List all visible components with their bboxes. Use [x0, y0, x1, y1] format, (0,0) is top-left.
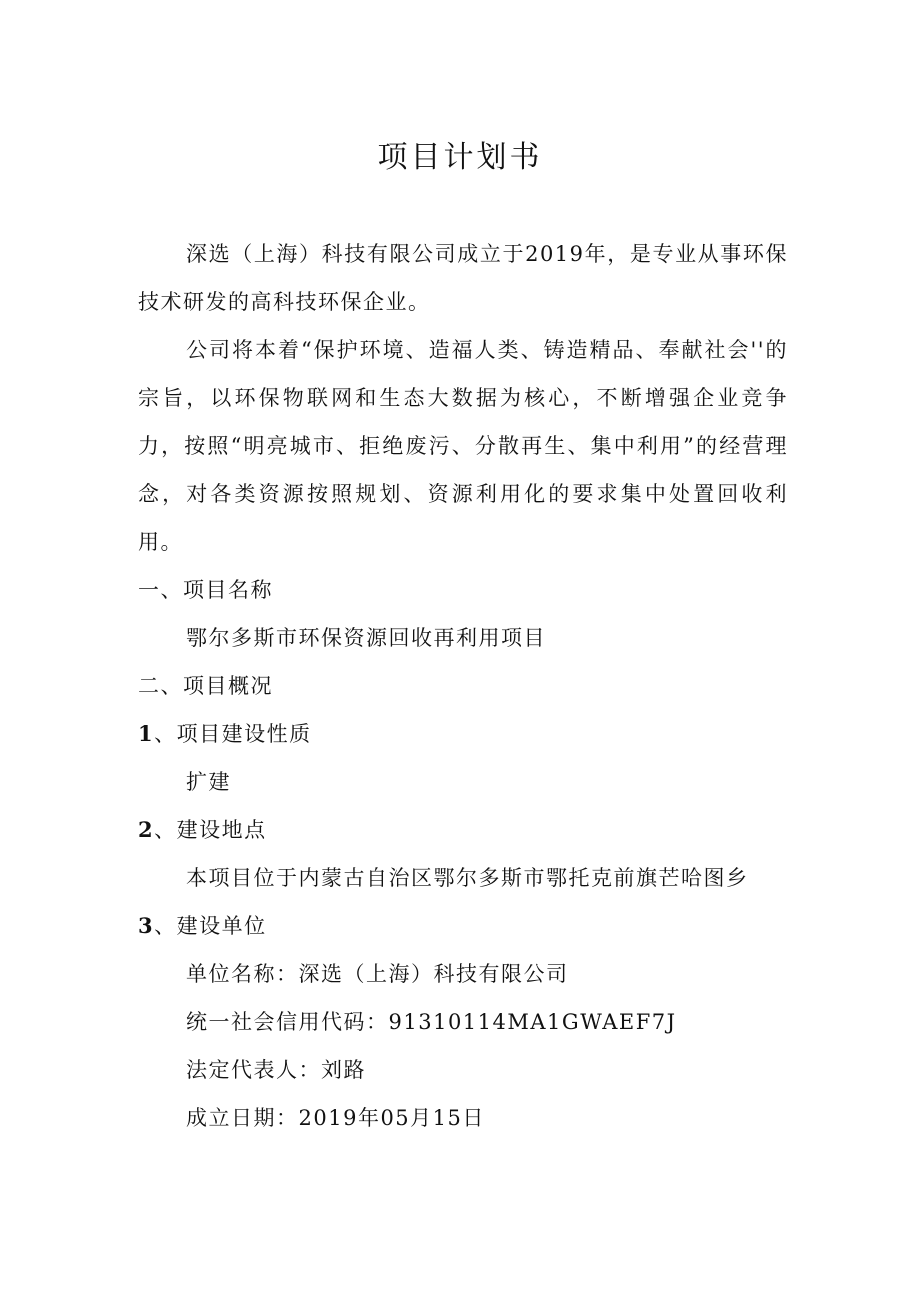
item-2-number: 2 [138, 817, 155, 842]
item-1-number: 1 [138, 721, 155, 746]
item-2-label: 、建设地点 [154, 818, 267, 842]
item-3-heading [138, 902, 267, 950]
credit-code: 统一社会信用代码：91310114MA1GWAEF7J [186, 1010, 677, 1034]
construction-location: 本项目位于内蒙古自治区鄂尔多斯市鄂托克前旗芒哈图乡 [186, 866, 749, 890]
item-3-label: 、建设单位 [154, 914, 267, 938]
document-title: 项目计划书 [377, 140, 543, 175]
philosophy-paragraph: 公司将本着“保护环境、造福人类、铸造精品、奉献社会''的宗旨，以环保物联网和生态大数据为核心，不断增强企业竞争力，按照“明亮城市、拒绝废污、分散再生、集中利用”的经营理念，对各类资源按照规划、资源利用化的要求集中处置回收利用。 [138, 338, 788, 554]
item-1-heading [138, 710, 312, 758]
item-2-heading [138, 806, 267, 854]
project-name: 鄂尔多斯市环保资源回收再利用项目 [186, 626, 546, 650]
section-2-heading: 二、项目概况 [138, 674, 273, 698]
intro-paragraph: 深选（上海）科技有限公司成立于2019年，是专业从事环保技术研发的高科技环保企业。 [138, 242, 788, 314]
establishment-date: 成立日期：2019年05月15日 [186, 1106, 485, 1130]
section-1-heading: 一、项目名称 [138, 578, 273, 602]
item-1-label: 、项目建设性质 [154, 722, 312, 746]
legal-representative: 法定代表人：刘路 [186, 1058, 366, 1082]
item-3-number: 3 [138, 913, 155, 938]
construction-nature: 扩建 [186, 770, 231, 794]
unit-name: 单位名称：深选（上海）科技有限公司 [186, 962, 569, 986]
